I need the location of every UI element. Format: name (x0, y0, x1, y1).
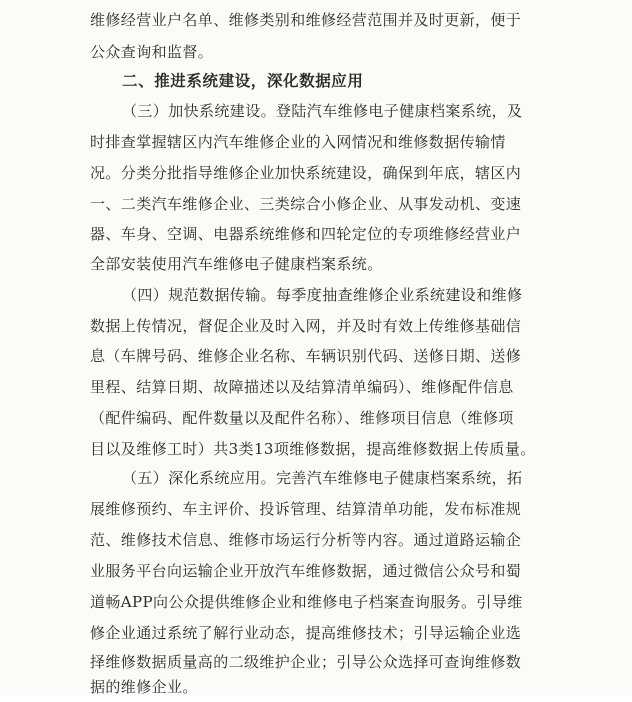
text-line: 目以及维修工时）共3类13项维修数据，提高维修数据上传质量。 (90, 440, 536, 458)
text-line: 维修经营业户名单、维修类别和维修经营范围并及时更新，便于 (90, 11, 522, 29)
text-line: 公众查询和监督。 (90, 43, 214, 61)
section-heading: 二、推进系统建设，深化数据应用 (122, 72, 364, 90)
text-line: 一、二类汽车维修企业、三类综合小修企业、从事发动机、变速 (90, 195, 522, 213)
text-line: 业服务平台向运输企业开放汽车维修数据，通过微信公众号和蜀 (90, 562, 522, 580)
text-line: 里程、结算日期、故障描述以及结算清单编码）、维修配件信息 (90, 378, 514, 396)
text-line: （四）规范数据传输。每季度抽查维修企业系统建设和维修 (122, 286, 523, 304)
text-line: 道畅APP向公众提供维修企业和维修电子档案查询服务。引导维 (90, 593, 523, 611)
text-line: 修企业通过系统了解行业动态，提高维修技术；引导运输企业选 (90, 624, 522, 642)
text-line: 器、车身、空调、电器系统维修和四轮定位的专项维修经营业户 (90, 225, 522, 243)
text-line: 息（车牌号码、维修企业名称、车辆识别代码、送修日期、送修 (90, 347, 522, 365)
text-line: （配件编码、配件数量以及配件名称）、维修项目信息（维修项 (90, 409, 514, 427)
text-line: （五）深化系统应用。完善汽车维修电子健康档案系统，拓 (122, 469, 523, 487)
text-line: 况。分类分批指导维修企业加快系统建设，确保到年底，辖区内 (90, 164, 522, 182)
text-line: 范、维修技术信息、维修市场运行分析等内容。通过道路运输企 (90, 531, 522, 549)
text-line: 展维修预约、车主评价、投诉管理、结算清单功能，发布标准规 (90, 500, 522, 518)
text-line: 择维修数据质量高的二级维护企业；引导公众选择可查询维修数 (90, 653, 522, 671)
text-line: 据的维修企业。 (90, 678, 198, 696)
text-line: 数据上传情况，督促企业及时入网，并及时有效上传维修基础信 (90, 317, 522, 335)
text-line: 全部安装使用汽车维修电子健康档案系统。 (90, 255, 383, 273)
text-line: 时排查掌握辖区内汽车维修企业的入网情况和维修数据传输情 (90, 133, 506, 151)
text-line: （三）加快系统建设。登陆汽车维修电子健康档案系统，及 (122, 102, 523, 120)
